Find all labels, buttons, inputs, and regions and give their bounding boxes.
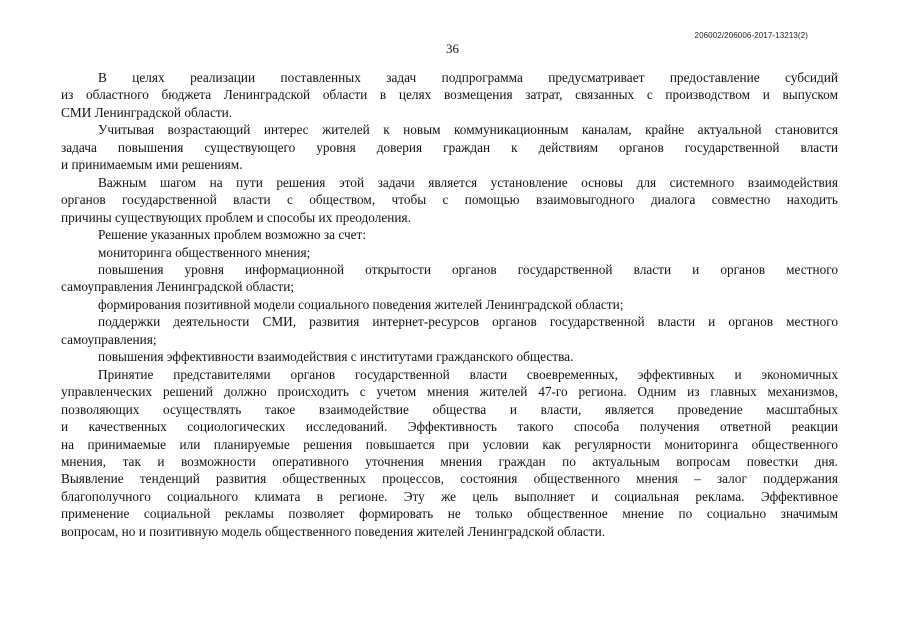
paragraph [61, 244, 838, 261]
document-body [61, 69, 838, 540]
paragraph [61, 69, 838, 121]
text-line: благополучного социального климата в регионе. Эту же цель выполняет и социальная реклама. Эффективное [61, 488, 838, 504]
paragraph [61, 296, 838, 313]
document-registration-code: 206002/206006-2017-13213(2) [694, 31, 808, 40]
text-line: и принимаемым ими решениям. [61, 157, 243, 173]
text-line: повышения уровня информационной открытости органов государственной власти и органов местного [98, 261, 838, 277]
text-line: Принятие представителями органов государственной власти своевременных, эффективных и экономичных [98, 366, 838, 382]
text-line: вопросам, но и позитивную модель общественного поведения жителей Ленинградской области. [61, 523, 606, 539]
text-line: Решение указанных проблем возможно за счет: [98, 227, 367, 243]
paragraph [61, 366, 838, 541]
text-line: управленческих решений должно происходить с учетом мнения жителей 47-го региона. Одним из главных механизмов, [61, 384, 838, 400]
text-line: поддержки деятельности СМИ, развития интернет-ресурсов органов государственной власти и органов местного [98, 314, 838, 330]
text-line: Выявление тенденций развития общественных процессов, состояния общественного мнения – залог поддержания [61, 471, 838, 487]
paragraph [61, 121, 838, 173]
paragraph [61, 313, 838, 348]
text-line: повышения эффективности взаимодействия с институтами гражданского общества. [98, 349, 574, 365]
text-line: СМИ Ленинградской области. [61, 104, 233, 120]
text-line: и качественных социологических исследований. Эффективность такого способа получения ответной реакции [61, 419, 838, 435]
text-line: В целях реализации поставленных задач подпрограмма предусматривает предоставление субсидий [98, 70, 838, 85]
text-line: органов государственной власти с обществом, чтобы с помощью взаимовыгодного диалога совместно находить [61, 192, 838, 208]
text-line: мониторинга общественного мнения; [98, 244, 311, 260]
text-line: самоуправления; [61, 331, 157, 347]
paragraph [61, 348, 838, 365]
paragraph [61, 261, 838, 296]
text-line: мнения, так и возможности оперативного уточнения мнения граждан по актуальным вопросам повестки дня. [61, 453, 838, 469]
paragraph [61, 174, 838, 226]
page-number: 36 [446, 41, 459, 56]
text-line: из областного бюджета Ленинградской области в целях возмещения затрат, связанных с производством и выпуском [61, 87, 838, 103]
text-line: формирования позитивной модели социального поведения жителей Ленинградской области; [98, 296, 624, 312]
text-line: причины существующих проблем и способы их преодоления. [61, 209, 411, 225]
text-line: Учитывая возрастающий интерес жителей к новым коммуникационным каналам, крайне актуальной становится [98, 122, 838, 138]
text-line: применение социальной рекламы позволяет формировать не только общественное мнение по социально значимым [61, 506, 838, 522]
text-line: задача повышения существующего уровня доверия граждан к действиям органов государственной власти [61, 139, 838, 155]
text-line: на принимаемые или планируемые решения повышается при условии как регулярности мониторинга общественного [61, 436, 838, 452]
text-line: позволяющих осуществлять такое взаимодействие общества и власти, является проведение масштабных [61, 401, 838, 417]
text-line: самоуправления Ленинградской области; [61, 279, 295, 295]
paragraph [61, 226, 838, 243]
text-line: Важным шагом на пути решения этой задачи является установление основы для системного взаимодействия [98, 174, 838, 190]
